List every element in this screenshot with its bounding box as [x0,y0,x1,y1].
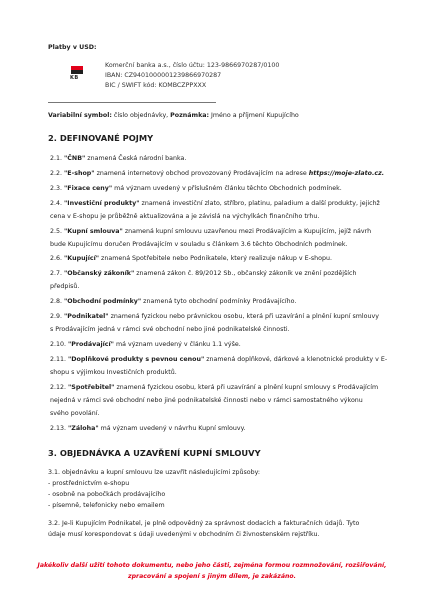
logo-text: KB [70,75,79,81]
definition-item [50,341,241,349]
footer-copyright-line-1: Jakékoliv další užití tohoto dokumentu, nebo jeho části, zejména formou rozmnožování, rozšiřování, [37,562,387,569]
item-term: "Spotřebitel" [68,384,115,391]
item-number: 2.8. [50,298,65,305]
bullet-item: - písemně, telefonicky nebo emailem [48,502,165,509]
definition-item-continuation: bude Kupujícímu doručen Prodávajícím v souladu s článkem 3.6 těchto Obchodních podmínek. [50,241,348,248]
definition-item-continuation: shopu s výjimkou Investičních produktů. [50,369,177,376]
item-number: 2.6. [50,255,65,262]
item-text: má význam uvedený v článku 1.1 výše. [113,341,241,348]
variable-symbol-text: číslo objednávky, [111,112,171,119]
definition-item [50,313,379,321]
definition-item [50,255,332,263]
definition-item-continuation: svého povolání. [50,410,100,417]
item-term: "Kupující" [64,255,100,262]
definition-item [50,356,387,364]
item-number: 2.12. [50,384,69,391]
item-number: 2.7. [50,270,65,277]
item-text: znamená fyzickou nebo právnickou osobu, která při uzavírání a plnění kupní smlouvy [108,313,379,320]
definition-item-continuation: s Prodávajícím jedná v rámci své obchodní nebo jiné podnikatelské činnosti. [50,326,290,333]
item-term: "Podnikatel" [64,313,109,320]
item-number: 2.11. [50,356,69,363]
section-2-title: 2. DEFINOVANÉ POJMY [48,133,154,143]
definition-item-continuation: cena v E-shopu je průběžně aktualizována a je závislá na výchylkách finančního trhu. [50,213,320,220]
item-term: "Občanský zákoník" [64,270,135,277]
item-term: "Prodávající" [68,341,114,348]
item-number: 2.10. [50,341,69,348]
item-text: má význam uvedený v příslušném článku těchto Obchodních podmínek. [112,185,342,192]
item-number: 2.13. [50,425,69,432]
definition-item-continuation: nejedná v rámci své obchodní nebo jiné podnikatelské činnosti nebo v rámci samostatného výkonu [50,397,363,404]
item-number: 2.2. [50,170,65,177]
footer-copyright-line-2: zpracování a spojení s jiným dílem, je zakázáno. [127,573,296,580]
item-term: "ČNB" [64,155,86,162]
variable-symbol-label: Variabilní symbol: [48,112,112,119]
definition-item [50,425,245,433]
item-number: 2.5. [50,228,65,235]
item-term: "Záloha" [68,425,99,432]
logo-black-bar [71,70,83,74]
item-number: 2.9. [50,313,65,320]
section-3-paragraph-2-continuation: údaje musí korespondovat s údaji uvedenými v obchodním či živnostenském rejstříku. [48,531,320,538]
item-text: znamená fyzickou osobu, která při uzavírání a plnění kupní smlouvy s Prodávajícím [114,384,379,391]
bank-account-line: Komerční banka a.s., číslo účtu: 123-9866970287/0100 [105,62,280,69]
payments-usd-heading: Platby v USD: [48,44,97,51]
variable-symbol-line [48,112,299,120]
item-term: "Kupní smlouva" [64,228,123,235]
definition-item [50,228,371,236]
definition-item [50,200,380,208]
item-term: "Investiční produkty" [64,200,140,207]
definition-item-continuation: předpisů. [50,283,80,290]
item-text: znamená doplňkové, dárkové a klenotnické produkty v E- [204,356,388,363]
item-text: znamená tyto obchodní podmínky Prodávajícího. [141,298,297,305]
kb-bank-logo [70,66,90,81]
item-text: má význam uvedený v návrhu Kupní smlouvy. [98,425,246,432]
item-term: "E-shop" [64,170,95,177]
item-text: znamená internetový obchod provozovaný Prodávajícím na adrese [94,170,309,177]
definition-item [50,270,357,278]
bullet-item: - prostřednictvím e-shopu [48,480,130,487]
item-text: znamená Česká národní banka. [85,155,187,162]
item-number: 2.1. [50,155,65,162]
item-text: znamená investiční zlato, stříbro, platinu, paladium a další produkty, jejichž [139,200,380,207]
definition-item [50,298,296,306]
item-number: 2.4. [50,200,65,207]
iban-line: IBAN: CZ9401000001239866970287 [105,72,222,79]
item-number: 2.3. [50,185,65,192]
note-text: Jméno a příjmení Kupujícího [209,112,299,119]
note-label: Poznámka: [170,112,210,119]
section-3-title: 3. OBJEDNÁVKA A UZAVŘENÍ KUPNÍ SMLOUVY [48,448,261,458]
divider-line [48,102,216,103]
item-term: "Doplňkové produkty s pevnou cenou" [68,356,205,363]
section-3-paragraph-2: 3.2. Je-li Kupujícím Podnikatel, je plně odpovědný za správnost dodacích a fakturačních údajů. Tyto [48,520,360,527]
item-text: znamená kupní smlouvu uzavřenou mezi Prodávajícím a Kupujícím, jejíž návrh [122,228,372,235]
definition-item [50,384,378,392]
definition-item [50,185,342,193]
eshop-link[interactable]: https://moje-zlato.cz. [308,170,385,177]
section-3-paragraph-1: 3.1. objednávku a kupní smlouvu lze uzavřít následujícími způsoby: [48,469,261,476]
definition-item [50,155,186,163]
bic-line: BIC / SWIFT kód: KOMBCZPPXXX [105,82,207,89]
definition-item [50,170,384,178]
item-term: "Fixace ceny" [64,185,113,192]
item-term: "Obchodní podmínky" [64,298,142,305]
item-text: znamená Spotřebitele nebo Podnikatele, který realizuje nákup v E-shopu. [99,255,332,262]
bullet-item: - osobně na pobočkách prodávajícího [48,491,166,498]
item-text: znamená zákon č. 89/2012 Sb., občanský zákoník ve znění pozdějších [134,270,357,277]
